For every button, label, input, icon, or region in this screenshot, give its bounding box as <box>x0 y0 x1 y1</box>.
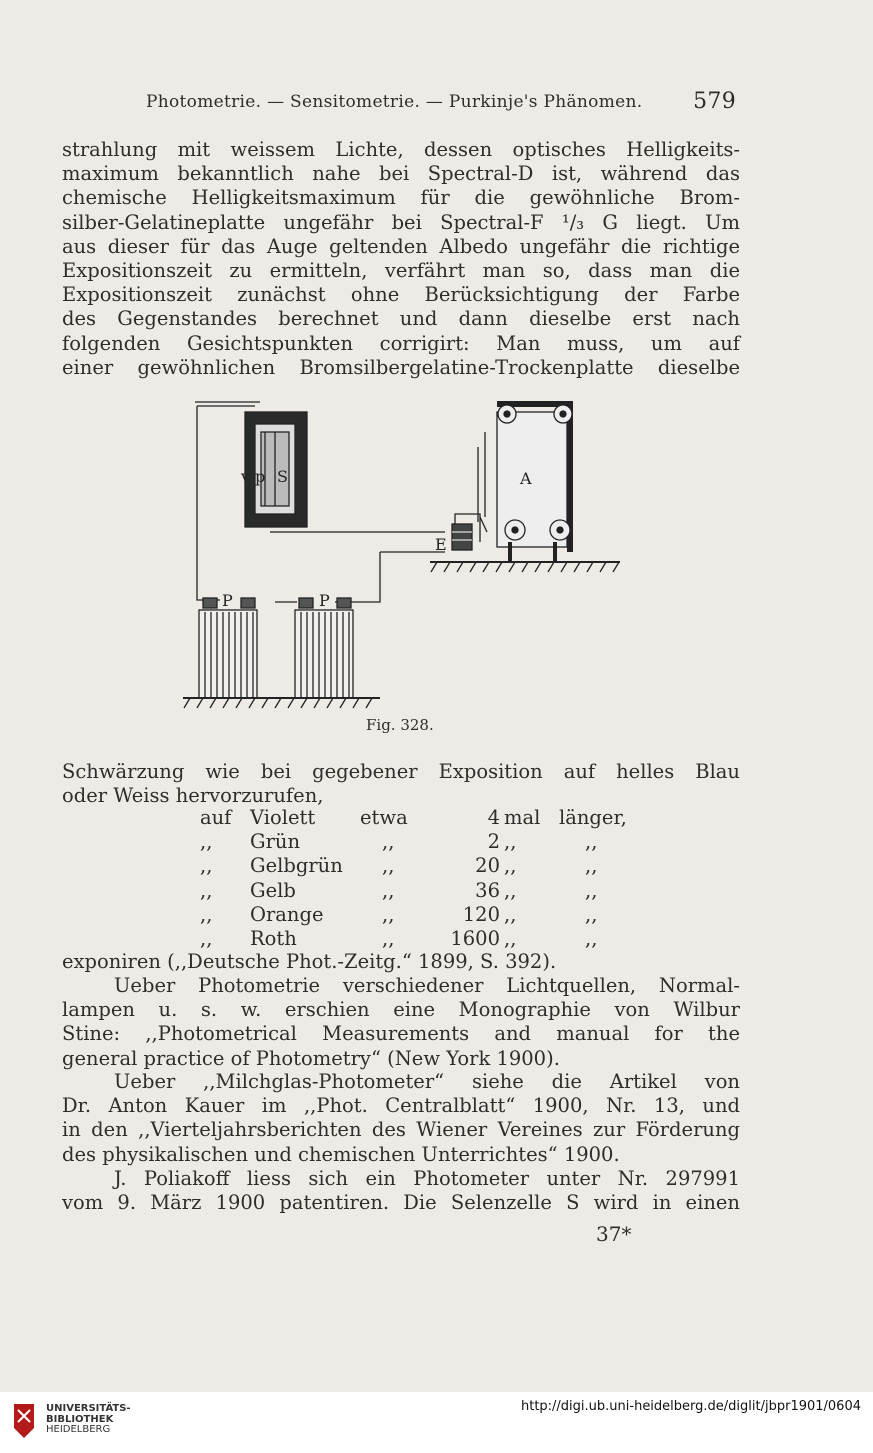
text-line: chemische Helligkeitsmaximum für die gewöhnliche Brom- <box>62 186 740 210</box>
label-p1: P <box>222 591 233 610</box>
cell-color: Gelbgrün <box>250 854 343 878</box>
paragraph-2 <box>62 760 740 808</box>
cell-factor: 1600 <box>450 927 500 951</box>
cell-color: Orange <box>250 902 324 926</box>
text-line: silber-Gelatineplatte ungefähr bei Spectral-F ¹/₃ G liegt. Um <box>62 210 740 234</box>
text-line: Schwärzung wie bei gegebener Exposition auf helles Blau <box>62 760 740 783</box>
label-a: A <box>520 469 532 488</box>
label-s: S <box>277 467 288 486</box>
cell-ditto: ,, <box>382 878 395 902</box>
text-line: Ueber Photometrie verschiedener Lichtquellen, Normal- <box>114 974 740 997</box>
paragraph-1 <box>62 138 740 380</box>
text-line: Expositionszeit zu ermitteln, verfährt man so, dass man die <box>62 258 740 282</box>
text-line: vom 9. März 1900 patentiren. Die Selenzelle S wird in einen <box>62 1191 740 1215</box>
cell-prefix: auf <box>200 806 232 829</box>
text-line: folgenden Gesichtspunkten corrigirt: Man muss, um auf <box>62 331 740 355</box>
figure-apparatus-diagram <box>175 392 635 712</box>
text-line: aus dieser für das Auge geltenden Albedo ungefähr die richtige <box>62 234 740 258</box>
cell-ditto: etwa <box>360 806 408 829</box>
text-line: oder Weiss hervorzurufen, <box>62 784 324 808</box>
text-line: general practice of Photometry“ (New York 1900). <box>62 1046 560 1070</box>
cell-ditto: ,, <box>382 902 395 926</box>
cell-factor: 20 <box>475 854 500 878</box>
cell-ditto: ,, <box>585 902 598 926</box>
library-line: HEIDELBERG <box>46 1424 111 1435</box>
label-v: v <box>241 467 251 486</box>
cell-ditto: ,, <box>504 854 517 878</box>
label-p: p <box>255 467 266 486</box>
text-line: strahlung mit weissem Lichte, dessen optisches Helligkeits- <box>62 138 740 161</box>
table-row <box>200 806 627 830</box>
table-row <box>200 879 627 903</box>
cell-factor: 2 <box>487 830 500 854</box>
cell-color: Gelb <box>250 878 296 902</box>
cell-ditto: ,, <box>585 927 598 951</box>
cell-factor: 120 <box>462 902 500 926</box>
table-row <box>200 903 627 927</box>
cell-ditto: ,, <box>504 878 517 902</box>
cell-prefix: ,, <box>200 830 213 854</box>
text-line: maximum bekanntlich nahe bei Spectral-D ist, während das <box>62 162 740 186</box>
text-line: Ueber ,,Milchglas-Photometer“ siehe die Artikel von <box>114 1070 740 1093</box>
library-name <box>46 1404 131 1436</box>
cell-factor: 4 <box>487 806 500 829</box>
page-number: 579 <box>693 89 736 114</box>
cell-ditto: länger, <box>559 806 627 829</box>
label-e: E <box>435 535 447 554</box>
paragraph-6 <box>62 1167 740 1215</box>
text-line: exponiren (,,Deutsche Phot.-Zeitg.“ 1899, S. 392). <box>62 950 557 973</box>
text-line: Dr. Anton Kauer im ,,Phot. Centralblatt“ 1900, Nr. 13, und <box>62 1094 740 1118</box>
text-line: des physikalischen und chemischen Unterrichtes“ 1900. <box>62 1142 620 1166</box>
figure-caption: Fig. 328. <box>366 716 434 734</box>
cell-prefix: ,, <box>200 927 213 951</box>
text-line: einer gewöhnlichen Bromsilbergelatine-Trockenplatte dieselbe <box>62 355 740 379</box>
cell-ditto: ,, <box>504 927 517 951</box>
cell-prefix: ,, <box>200 854 213 878</box>
table-row <box>200 854 627 878</box>
library-line: UNIVERSITÄTS- <box>46 1403 131 1414</box>
source-url-link[interactable]: http://digi.ub.uni-heidelberg.de/diglit/jbpr1901/0604 <box>520 1399 861 1414</box>
cell-prefix: ,, <box>200 878 213 902</box>
library-logo-icon <box>10 1402 38 1440</box>
cell-ditto: ,, <box>585 878 598 902</box>
table-row <box>200 830 627 854</box>
cell-prefix: ,, <box>200 902 213 926</box>
label-p2: P <box>319 591 330 610</box>
text-line: Expositionszeit zunächst ohne Berücksichtigung der Farbe <box>62 283 740 307</box>
text-line: Stine: ,,Photometrical Measurements and manual for the <box>62 1022 740 1046</box>
cell-ditto: ,, <box>382 927 395 951</box>
cell-ditto: ,, <box>504 830 517 854</box>
library-line: BIBLIOTHEK <box>46 1413 114 1425</box>
cell-color: Roth <box>250 927 297 951</box>
running-title: Photometrie. — Sensitometrie. — Purkinje's Phänomen. <box>146 92 643 112</box>
signature-mark: 37* <box>596 1222 632 1246</box>
text-line: J. Poliakoff liess sich ein Photometer unter Nr. 297991 <box>114 1167 740 1190</box>
paragraph-3 <box>62 950 740 974</box>
cell-color: Grün <box>250 830 301 854</box>
exposure-table <box>200 806 627 951</box>
running-header <box>146 89 736 114</box>
cell-ditto: ,, <box>585 830 598 854</box>
cell-ditto: ,, <box>382 854 395 878</box>
paragraph-5 <box>62 1070 740 1167</box>
cell-ditto: ,, <box>382 830 395 854</box>
cell-factor: 36 <box>475 878 500 902</box>
cell-ditto: ,, <box>585 854 598 878</box>
text-line: in den ,,Vierteljahrsberichten des Wiener Vereines zur Förderung <box>62 1118 740 1142</box>
text-line: des Gegenstandes berechnet und dann dieselbe erst nach <box>62 307 740 331</box>
table-row <box>200 927 627 951</box>
paragraph-4 <box>62 974 740 1071</box>
text-line: lampen u. s. w. erschien eine Monographie von Wilbur <box>62 998 740 1022</box>
cell-ditto: ,, <box>504 902 517 926</box>
cell-unit: mal <box>504 806 541 829</box>
cell-color: Violett <box>250 806 316 829</box>
